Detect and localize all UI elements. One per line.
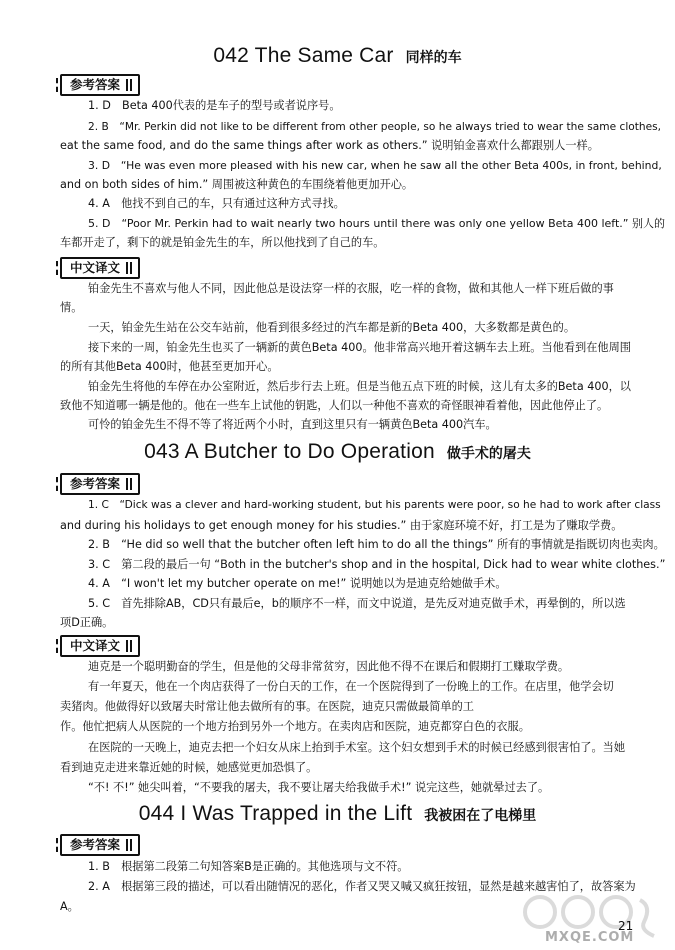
translation-line: 作。他忙把病人从医院的一个地方抬到另外一个地方。在卖肉店和医院，迪克都穿白色的衣服。 xyxy=(60,720,530,733)
translation-line: 有一年夏天，他在一个肉店获得了一份白天的工作，在一个医院得到了一份晚上的工作。在店里，他学会切 xyxy=(88,680,614,693)
answer-line: eat the same food, and do the same things after work as others.” 说明铂金喜欢什么都跟别人一样。 xyxy=(60,139,599,152)
section-title-zh: 同样的车 xyxy=(405,50,462,66)
translation-tag: 中文译文 xyxy=(60,257,140,279)
answer-line: 4. A 他找不到自己的车，只有通过这种方式寻找。 xyxy=(88,197,345,210)
translation-line: 看到迪克走进来靠近她的时候，她感觉更加恐惧了。 xyxy=(60,761,318,774)
section-title-en: 044 I Was Trapped in the Lift xyxy=(138,802,413,825)
answer-line: 项D正确。 xyxy=(60,616,114,629)
section-title-044 xyxy=(0,802,675,826)
translation-line: 铂金先生将他的车停在办公室附近，然后步行去上班。但是当他五点下班的时候，这儿有太多的Beta 400，以 xyxy=(88,380,631,393)
translation-tag: 中文译文 xyxy=(60,635,140,657)
answers-tag: 参考答案 xyxy=(60,473,140,495)
answer-line: 2. B “He did so well that the butcher often left him to do all the things” 所有的事情就是指既切肉也卖肉。 xyxy=(88,538,665,551)
translation-line: “不! 不!” 她尖叫着，“不要我的屠夫，我不要让屠夫给我做手术!” 说完这些，她就晕过去了。 xyxy=(88,781,550,794)
answer-line: A。 xyxy=(60,900,79,913)
section-title-en: 042 The Same Car xyxy=(213,44,394,67)
answer-line: and on both sides of him.” 周围被这种黄色的车围绕着他更加开心。 xyxy=(60,178,414,191)
translation-line: 的所有其他Beta 400时，他甚至更加开心。 xyxy=(60,360,279,373)
answer-line: 3. D “He was even more pleased with his new car, when he saw all the other Beta 400s, in front, behind, xyxy=(88,159,662,172)
answer-line: 5. C 首先排除AB，CD只有最后e，b的顺序不一样，而文中说道，是先反对迪克做手术，再晕倒的，所以选 xyxy=(88,597,626,610)
translation-line: 一天，铂金先生站在公交车站前，他看到很多经过的汽车都是新的Beta 400，大多数都是黄色的。 xyxy=(88,321,576,334)
translation-line: 迪克是一个聪明勤奋的学生，但是他的父母非常贫穷，因此他不得不在课后和假期打工赚取学费。 xyxy=(88,660,570,673)
answer-line: 2. A 根据第三段的描述，可以看出随情况的恶化，作者又哭又喊又疯狂按钮，显然是越来越害怕了，故答案为 xyxy=(88,880,636,893)
translation-line: 可怜的铂金先生不得不等了将近两个小时，直到这里只有一辆黄色Beta 400汽车。 xyxy=(88,418,497,431)
answer-line: 5. D “Poor Mr. Perkin had to wait nearly two hours until there was only one yellow Beta 400 left.” 别人的 xyxy=(88,217,665,230)
answer-line: and during his holidays to get enough money for his studies.” 由于家庭环境不好，打工是为了赚取学费。 xyxy=(60,519,623,532)
answer-line: 3. C 第二段的最后一句 “Both in the butcher's shop and in the hospital, Dick had to wear white clothes.” xyxy=(88,558,666,571)
answer-line: 2. B “Mr. Perkin did not like to be different from other people, so he always tried to wear the same clothes, xyxy=(88,121,662,133)
section-title-zh: 做手术的屠夫 xyxy=(446,446,531,462)
watermark-text: MXQE.COM xyxy=(545,930,635,945)
answer-line: 车都开走了，剩下的就是铂金先生的车，所以他找到了自己的车。 xyxy=(60,236,385,249)
translation-line: 铂金先生不喜欢与他人不同，因此他总是设法穿一样的衣服，吃一样的食物，做和其他人一样下班后做的事 xyxy=(88,282,614,295)
answer-line: 1. C “Dick was a clever and hard-working student, but his parents were poor, so he had to work after class xyxy=(88,499,661,511)
answer-line: 1. B 根据第二段第二句知答案B是正确的。其他选项与文不符。 xyxy=(88,860,409,873)
translation-line: 情。 xyxy=(60,301,83,314)
section-title-en: 043 A Butcher to Do Operation xyxy=(144,440,435,463)
answers-tag: 参考答案 xyxy=(60,74,140,96)
translation-line: 在医院的一天晚上，迪克去把一个妇女从床上抬到手术室。这个妇女想到手术的时候已经感到很害怕了。当她 xyxy=(88,741,626,754)
section-title-042 xyxy=(0,44,675,68)
section-title-043 xyxy=(0,440,675,464)
section-title-zh: 我被困在了电梯里 xyxy=(424,808,537,824)
translation-line: 卖猪肉。他做得好以致屠夫时常让他去做所有的事。在医院，迪克只需做最简单的工 xyxy=(60,700,474,713)
page-number: 21 xyxy=(618,919,634,933)
translation-line: 致他不知道哪一辆是他的。他在一些车上试他的钥匙，人们以一种他不喜欢的奇怪眼神看着他，因此他停止了。 xyxy=(60,399,609,412)
answer-line: 1. D Beta 400代表的是车子的型号或者说序号。 xyxy=(88,99,341,112)
answers-tag: 参考答案 xyxy=(60,834,140,856)
answer-line: 4. A “I won't let my butcher operate on me!” 说明她以为是迪克给她做手术。 xyxy=(88,577,507,590)
translation-line: 接下来的一周，铂金先生也买了一辆新的黄色Beta 400。他非常高兴地开着这辆车去上班。当他看到在他周围 xyxy=(88,341,631,354)
